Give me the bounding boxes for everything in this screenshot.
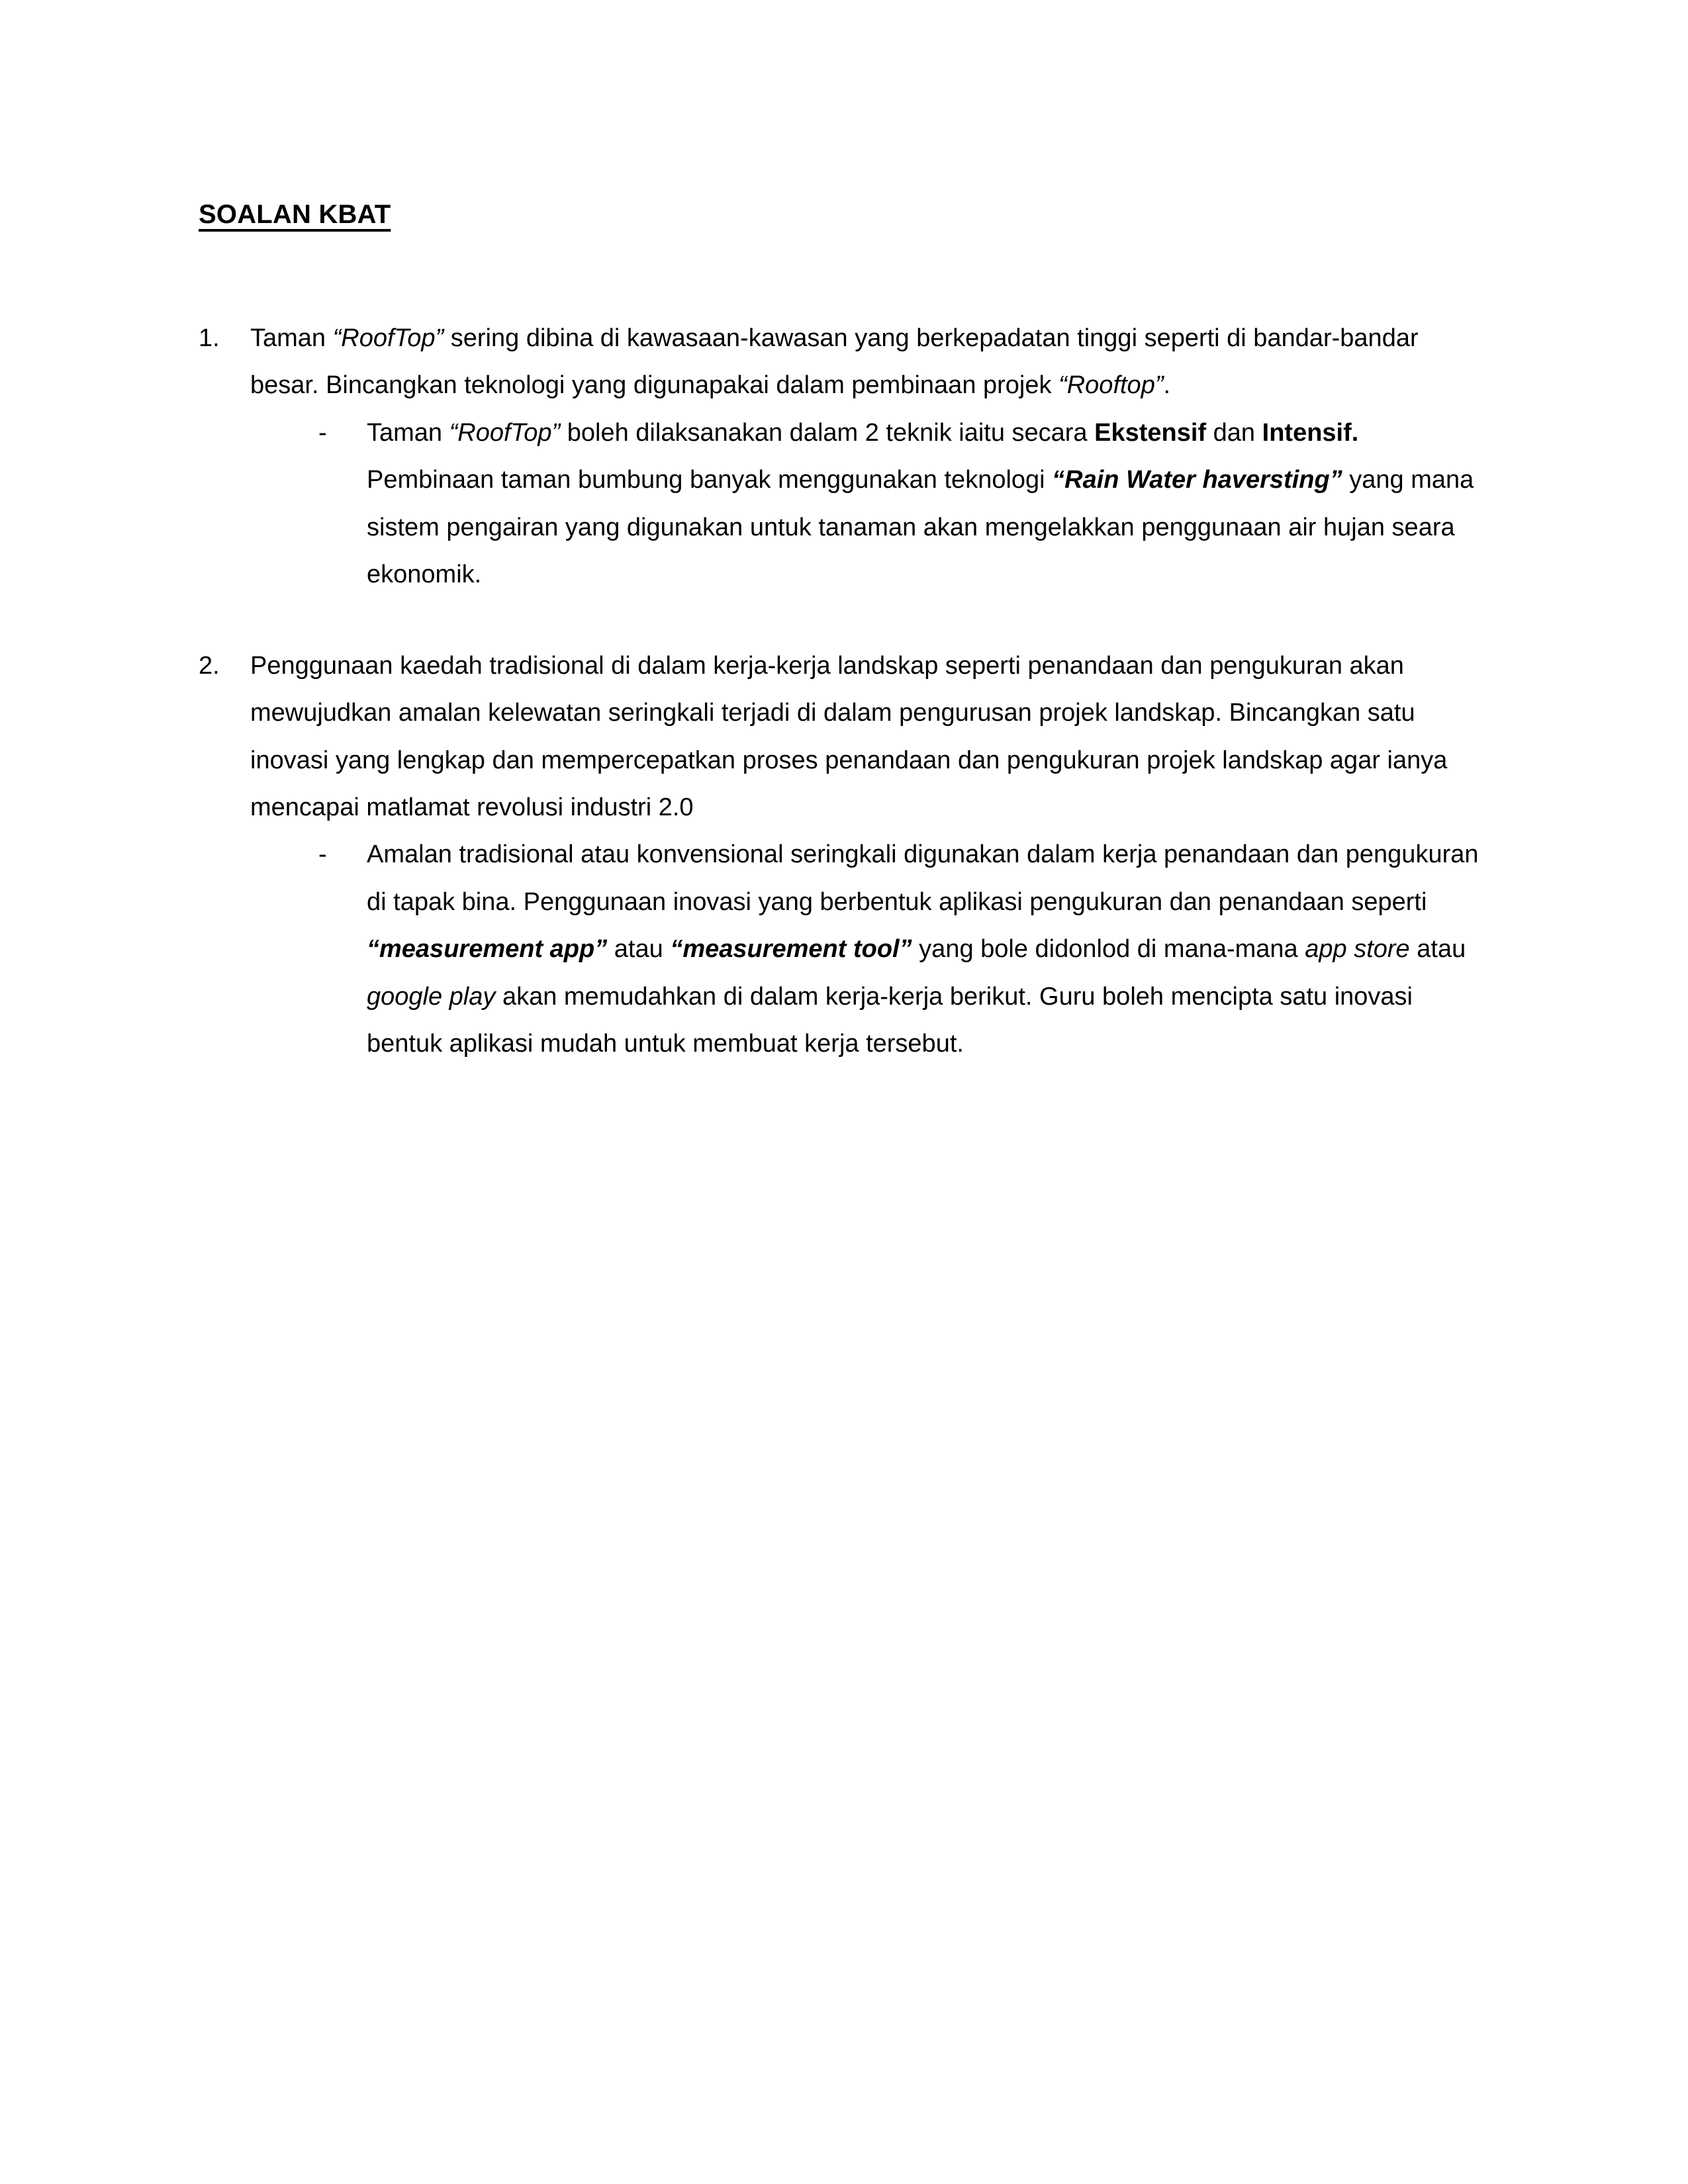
item2-sub1-text-run-4: yang bole didonlod di mana-mana [912, 935, 1305, 964]
dash-sub-item [318, 831, 1489, 1068]
item2-sub1-bold-italic-run-3: “measurement tool” [670, 935, 912, 964]
item2-sub1-text-run-8: akan memudahkan di dalam kerja-kerja berikut. Guru boleh mencipta satu inovasi bentuk aplikasi mudah untuk membuat kerja tersebut. [367, 982, 1413, 1058]
item2-sub1-text-run-6: atau [1409, 935, 1466, 964]
item1-sub1-bold-italic-run-7: “Rain Water haversting” [1052, 466, 1342, 494]
list-item-number: 1. [199, 324, 220, 352]
item1-sub1-text-run-8: yang mana sistem pengairan yang digunakan untuk tanaman akan mengelakkan penggunaan air hujan seara ekonomik. [367, 466, 1474, 589]
numbered-list-item [199, 315, 1489, 599]
page-title: SOALAN KBAT [199, 200, 391, 229]
item1-sub1-bold-run-5: Intensif. [1262, 418, 1359, 447]
numbered-list-item [199, 643, 1489, 1068]
item1-sub1-text-run-0: Taman [367, 418, 449, 447]
item1-para-italic-run-3: “Rooftop” [1058, 371, 1164, 400]
item1-sub1-italic-run-1: “RoofTop” [449, 418, 561, 447]
list-item-paragraph [250, 315, 1489, 410]
list-item-spacer [199, 599, 1489, 643]
item2-sub1-text-run-0: Amalan tradisional atau konvensional seringkali digunakan dalam kerja penandaan dan pengukuran di tapak bina. Penggunaan inovasi yang berbentuk aplikasi pengukuran dan penandaan seperti [367, 841, 1479, 916]
item1-sub1-text-run-4: dan [1206, 418, 1262, 447]
item1-para-text-run-4: . [1163, 371, 1171, 400]
dash-bullet-marker: - [318, 418, 327, 447]
item1-sub1-bold-run-3: Ekstensif [1094, 418, 1207, 447]
list-item-body [250, 643, 1489, 1068]
item2-sub1-italic-run-7: google play [367, 982, 496, 1011]
dash-sub-item [318, 410, 1489, 599]
item1-sub1-text-run-6: Pembinaan taman bumbung banyak menggunakan teknologi [367, 466, 1053, 494]
item1-para-italic-run-1: “RoofTop” [332, 324, 444, 352]
list-item-paragraph [250, 643, 1489, 832]
dash-sub-item-text [367, 831, 1489, 1068]
dash-bullet-marker: - [318, 841, 327, 869]
item1-sub1-text-run-2: boleh dilaksanakan dalam 2 teknik iaitu secara [560, 418, 1095, 447]
dash-sub-item-text [367, 410, 1489, 599]
item2-para-text-run-0: Penggunaan kaedah tradisional di dalam kerja-kerja landskap seperti penandaan dan pengukuran akan mewujudkan amalan kelewatan seringkali terjadi di dalam pengurusan projek landskap. Bincangkan satu inovasi yang lengkap dan mempercepatkan proses penandaan dan pengukuran projek landskap agar ianya mencapai matlamat revolusi industri 2.0 [250, 651, 1448, 821]
item1-para-text-run-2: sering dibina di kawasaan-kawasan yang berkepadatan tinggi seperti di bandar-bandar besar. Bincangkan teknologi yang digunapakai dalam pembinaan projek [250, 324, 1419, 400]
numbered-list [199, 315, 1489, 1068]
document-body [199, 199, 1489, 1068]
item1-para-text-run-0: Taman [250, 324, 333, 352]
item2-sub1-bold-italic-run-1: “measurement app” [367, 935, 608, 964]
list-item-body [250, 315, 1489, 599]
title-spacer [199, 230, 1489, 315]
list-item-number: 2. [199, 651, 220, 680]
item2-sub1-italic-run-5: app store [1305, 935, 1410, 964]
item2-sub1-text-run-2: atau [607, 935, 671, 964]
